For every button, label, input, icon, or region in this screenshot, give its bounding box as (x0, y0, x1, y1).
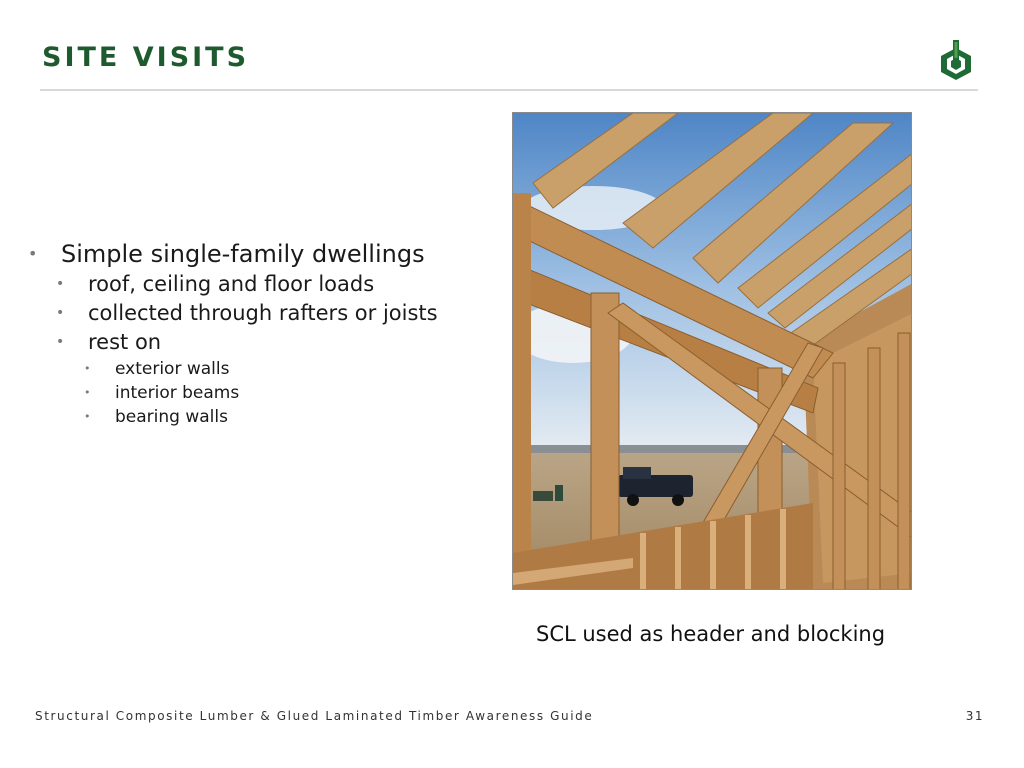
bullet-dot-icon: • (56, 305, 65, 321)
slide-title: SITE VISITS (42, 42, 250, 73)
logo-icon (936, 40, 976, 80)
bullet-level1 (28, 238, 438, 270)
bullet-text: interior beams (115, 383, 240, 403)
bullet-dot-icon: • (84, 362, 91, 375)
bullet-text: rest on (88, 330, 162, 354)
bullet-text: Simple single-family dwellings (61, 240, 425, 268)
bullet-text: roof, ceiling and floor loads (88, 272, 375, 296)
bullet-level2 (28, 299, 438, 328)
page-number: 31 (965, 709, 984, 723)
bullet-list (28, 238, 438, 429)
bullet-level3 (28, 381, 438, 405)
bullet-text: collected through rafters or joists (88, 301, 438, 325)
bullet-level2 (28, 328, 438, 357)
bullet-dot-icon: • (56, 334, 65, 350)
bullet-dot-icon: • (84, 410, 91, 423)
title-divider (40, 89, 978, 91)
photo-caption: SCL used as header and blocking (536, 622, 886, 646)
bullet-text: exterior walls (115, 359, 230, 379)
bullet-dot-icon: • (28, 244, 38, 263)
footer-title: Structural Composite Lumber & Glued Laminated Timber Awareness Guide (35, 709, 594, 723)
bullet-level2 (28, 270, 438, 299)
bullet-dot-icon: • (84, 386, 91, 399)
bullet-level3 (28, 405, 438, 429)
bullet-text: bearing walls (115, 407, 228, 427)
framing-photo (512, 112, 912, 590)
bullet-level3 (28, 357, 438, 381)
bullet-dot-icon: • (56, 276, 65, 292)
